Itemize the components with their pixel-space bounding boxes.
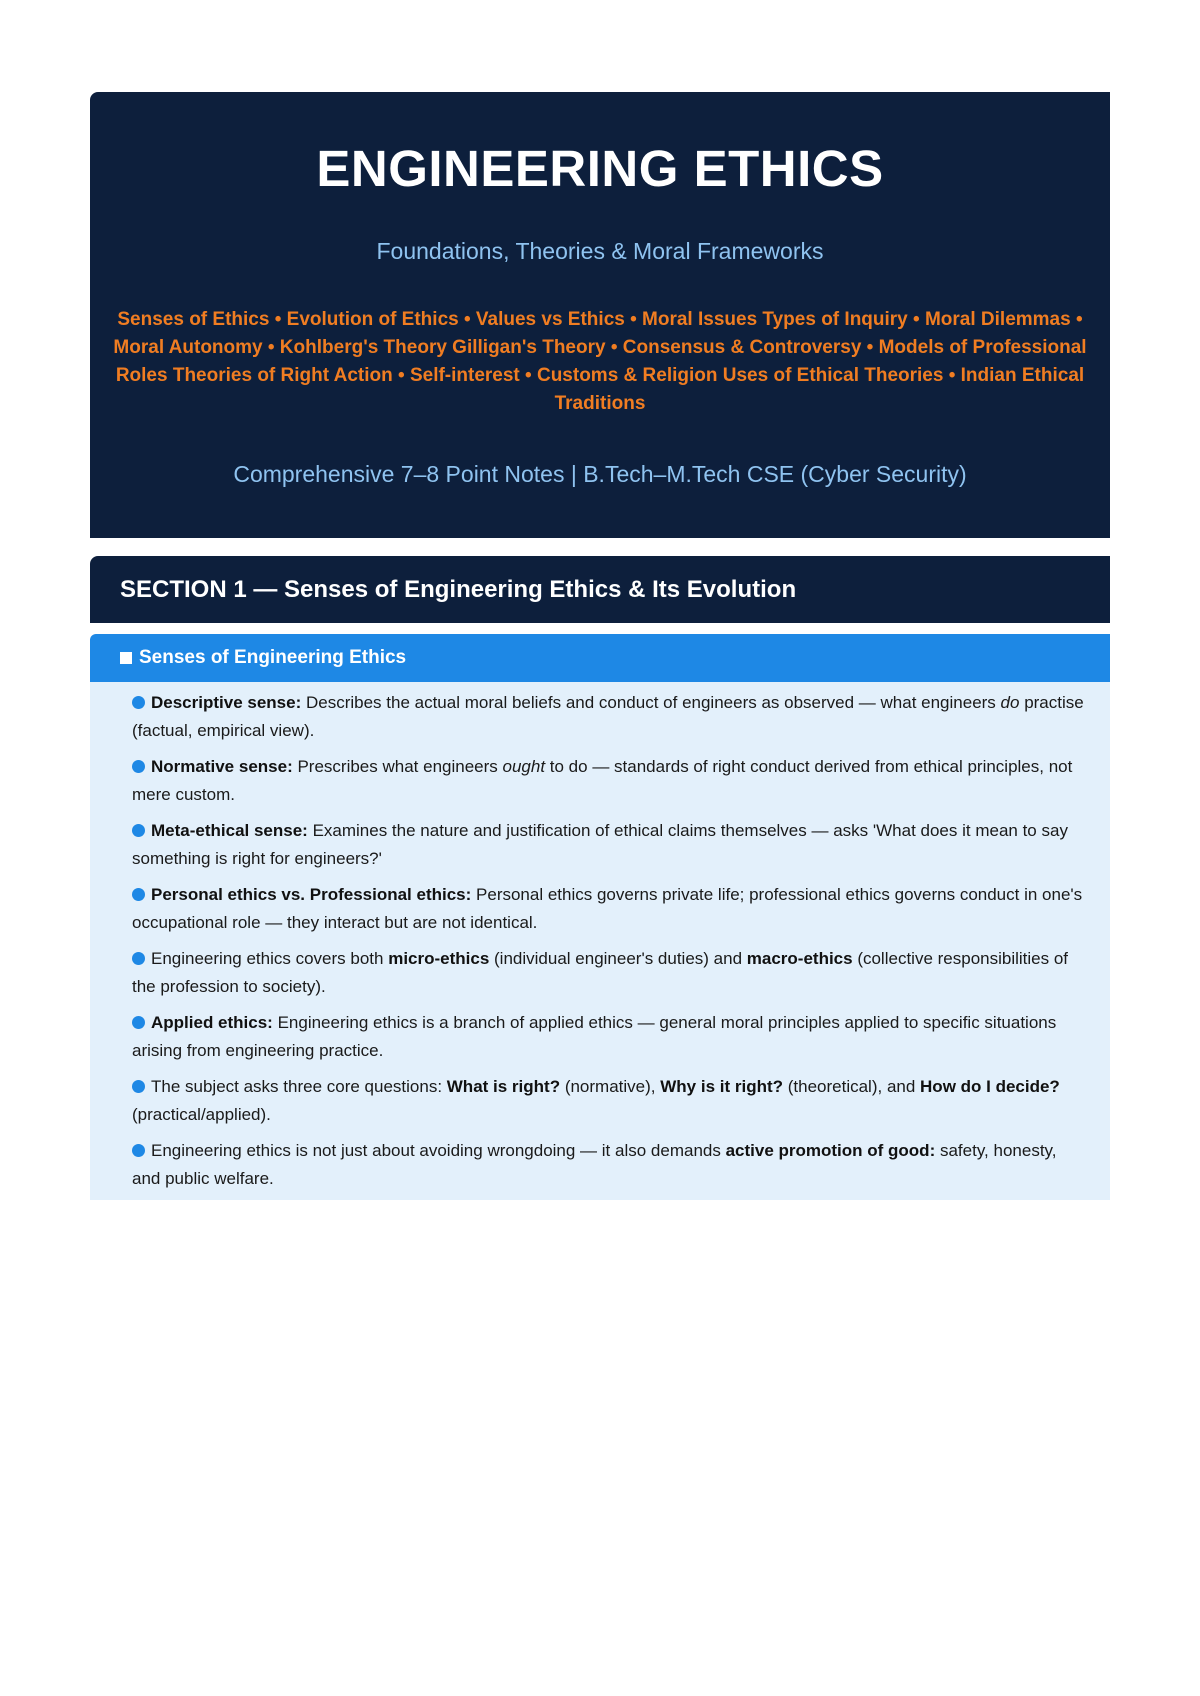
point-text: Engineering ethics is not just about avoiding wrongdoing — it also demands (151, 1141, 726, 1160)
square-bullet-icon (120, 652, 132, 664)
list-item (132, 817, 1086, 873)
point-lead: Normative sense: (151, 757, 293, 776)
subsection-heading (90, 634, 1110, 682)
list-item (132, 1009, 1086, 1065)
list-item (132, 1073, 1086, 1129)
bullet-dot-icon (132, 696, 145, 709)
bullet-dot-icon (132, 952, 145, 965)
point-text: Prescribes what engineers (292, 757, 503, 776)
point-lead: Personal ethics vs. Professional ethics: (151, 885, 472, 904)
point-text: Engineering ethics is a branch of applied ethics — general moral principles applied to specific situations arising from engineering practice. (132, 1013, 1057, 1060)
point-text: to do — standards of right conduct derived from ethical principles, not mere custom. (132, 757, 1073, 804)
point-lead: Meta-ethical sense: (151, 821, 308, 840)
point-text: Examines the nature and justification of ethical claims themselves — asks 'What does it mean to say something is right for engineers?' (132, 821, 1068, 868)
list-item (132, 945, 1086, 1001)
point-emphasis: What is right? (446, 1077, 561, 1096)
bullet-dot-icon (132, 1144, 145, 1157)
points-panel (90, 682, 1110, 1200)
point-text: Personal ethics governs private life; professional ethics governs conduct in one's occupational role — they interact but are not identical. (132, 885, 1083, 932)
point-text: (collective responsibilities of the profession to society). (132, 949, 1069, 996)
point-emphasis: Why is it right? (660, 1077, 784, 1096)
point-text: (individual engineer's duties) and (489, 949, 747, 968)
list-item (132, 1137, 1086, 1193)
point-text: safety, honesty, and public welfare. (132, 1141, 1057, 1188)
list-item (132, 881, 1086, 937)
document-subtitle: Foundations, Theories & Moral Frameworks (376, 238, 824, 264)
point-lead: Applied ethics: (151, 1013, 273, 1032)
bullet-dot-icon (132, 1080, 145, 1093)
point-emphasis: active promotion of good: (725, 1141, 936, 1160)
subsection-title: Senses of Engineering Ethics (139, 647, 407, 668)
point-text: Engineering ethics covers both (151, 949, 389, 968)
point-text: Describes the actual moral beliefs and conduct of engineers as observed — what engineers (301, 693, 1001, 712)
point-emphasis: macro-ethics (746, 949, 853, 968)
bullet-dot-icon (132, 888, 145, 901)
course-tagline: Comprehensive 7–8 Point Notes | B.Tech–M.Tech CSE (Cyber Security) (233, 461, 967, 487)
point-text: practise (factual, empirical view). (132, 693, 1084, 740)
point-emphasis: How do I decide? (920, 1077, 1060, 1096)
point-lead: Descriptive sense: (151, 693, 302, 712)
point-text: (practical/applied). (132, 1105, 271, 1124)
list-item (132, 753, 1086, 809)
point-emphasis: ought (502, 757, 546, 776)
section-title: SECTION 1 — Senses of Engineering Ethics & Its Evolution (120, 576, 797, 603)
topics-list: Senses of Ethics • Evolution of Ethics • Values vs Ethics • Moral Issues Types of Inquiry • Moral Dilemmas • Moral Autonomy • Kohlberg's Theory Gilligan's Theory • Consensus & Controversy • Models of Professional Roles Theories of Right Action • Self-interest • Customs & Religion Uses of Ethical Theories • Indian Ethical Traditions (113, 309, 1087, 414)
title-banner (90, 92, 1110, 538)
section-heading (90, 556, 1110, 623)
bullet-dot-icon (132, 824, 145, 837)
list-item (132, 689, 1086, 745)
point-text: The subject asks three core questions: (151, 1077, 447, 1096)
bullet-dot-icon (132, 760, 145, 773)
point-emphasis: micro-ethics (388, 949, 490, 968)
point-emphasis: do (1000, 693, 1020, 712)
point-text: (theoretical), and (783, 1077, 921, 1096)
document-title: ENGINEERING ETHICS (316, 140, 884, 197)
point-text: (normative), (560, 1077, 661, 1096)
bullet-dot-icon (132, 1016, 145, 1029)
